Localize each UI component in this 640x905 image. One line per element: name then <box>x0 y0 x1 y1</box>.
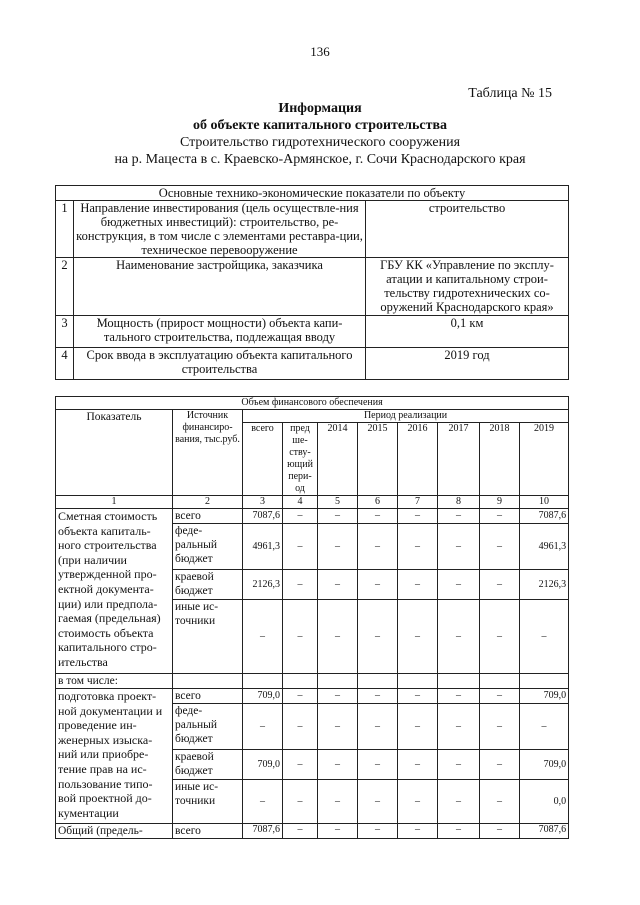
source-cell: всего <box>173 824 243 839</box>
value-cell: – <box>318 600 358 674</box>
col-number: 6 <box>358 496 398 509</box>
value-cell: – <box>318 509 358 524</box>
col-number: 1 <box>56 496 173 509</box>
source-cell: феде-ральный бюджет <box>173 524 243 570</box>
value-cell: – <box>283 509 318 524</box>
empty-cell <box>398 674 438 689</box>
tech-row-value: 0,1 км <box>366 316 569 348</box>
value-cell: – <box>398 780 438 824</box>
value-cell: – <box>398 600 438 674</box>
tech-row-num: 1 <box>56 201 74 258</box>
source-cell: краевой бюджет <box>173 570 243 600</box>
table-row <box>56 496 569 509</box>
value-cell: – <box>283 524 318 570</box>
value-cell: – <box>318 824 358 839</box>
source-cell: феде-ральный бюджет <box>173 704 243 750</box>
title-line-3: Строительство гидротехнического сооружения <box>179 135 461 150</box>
value-cell: – <box>283 570 318 600</box>
value-cell: 7087,6 <box>243 509 283 524</box>
value-cell: – <box>520 600 569 674</box>
col-header-year: 2015 <box>358 423 398 496</box>
value-cell: – <box>480 570 520 600</box>
title-line-1: Информация <box>278 101 362 116</box>
empty-cell <box>358 674 398 689</box>
value-cell: – <box>480 824 520 839</box>
value-cell: 709,0 <box>243 750 283 780</box>
empty-cell <box>173 674 243 689</box>
value-cell: – <box>438 704 480 750</box>
value-cell: – <box>358 524 398 570</box>
table-row <box>56 689 569 704</box>
value-cell: – <box>398 704 438 750</box>
value-cell: – <box>318 689 358 704</box>
col-number: 7 <box>398 496 438 509</box>
value-cell: – <box>520 704 569 750</box>
tech-row-num: 4 <box>56 348 74 380</box>
value-cell: 709,0 <box>520 750 569 780</box>
tech-table-header: Основные технико-экономические показатели по объекту <box>56 186 569 201</box>
col-header-year: 2016 <box>398 423 438 496</box>
empty-cell <box>318 674 358 689</box>
source-cell: всего <box>173 689 243 704</box>
table-row <box>56 674 569 689</box>
value-cell: – <box>398 750 438 780</box>
value-cell: – <box>358 780 398 824</box>
value-cell: – <box>480 704 520 750</box>
indicator-cell: Общий (предель- <box>56 824 173 839</box>
value-cell: – <box>438 570 480 600</box>
including-label: в том числе: <box>56 674 173 689</box>
table-row <box>56 397 569 410</box>
value-cell: – <box>318 570 358 600</box>
value-cell: – <box>438 689 480 704</box>
value-cell: – <box>243 600 283 674</box>
value-cell: – <box>398 509 438 524</box>
empty-cell <box>283 674 318 689</box>
tech-row-label: Наименование застройщика, заказчика <box>74 258 366 316</box>
col-header-period: Период реализации <box>243 410 569 423</box>
indicator-cell: Сметная стоимость объекта капиталь-ного строительства (при наличии утвержденной про-ектной документа-ции) или предпола-гаемая (предельная) стоимость объекта капитального стро-ительства <box>56 509 173 674</box>
value-cell: – <box>358 600 398 674</box>
empty-cell <box>438 674 480 689</box>
col-header-previous-period: пред ше-ству-ющий пери-од <box>283 423 318 496</box>
value-cell: 709,0 <box>520 689 569 704</box>
title-line-4: на р. Мацеста в с. Краевско-Армянское, г. Сочи Краснодарского края <box>114 152 526 167</box>
value-cell: – <box>438 780 480 824</box>
table-label: Таблица № 15 <box>468 86 552 101</box>
title-line-2: об объекте капитального строительства <box>192 118 448 133</box>
tech-economic-table <box>55 185 569 380</box>
value-cell: – <box>480 689 520 704</box>
value-cell: 709,0 <box>243 689 283 704</box>
col-header-year: 2019 <box>520 423 569 496</box>
col-number: 4 <box>283 496 318 509</box>
col-number: 2 <box>173 496 243 509</box>
col-number: 9 <box>480 496 520 509</box>
value-cell: – <box>358 509 398 524</box>
tech-row-label: Срок ввода в эксплуатацию объекта капитального строительства <box>74 348 366 380</box>
value-cell: – <box>480 750 520 780</box>
value-cell: – <box>283 704 318 750</box>
col-header-year: 2017 <box>438 423 480 496</box>
value-cell: 2126,3 <box>520 570 569 600</box>
source-cell: краевой бюджет <box>173 750 243 780</box>
col-header-source: Источник финансиро-вания, тыс.руб. <box>173 410 243 496</box>
value-cell: – <box>438 524 480 570</box>
value-cell: 7087,6 <box>520 509 569 524</box>
value-cell: – <box>283 689 318 704</box>
source-cell: иные ис-точники <box>173 600 243 674</box>
value-cell: – <box>283 824 318 839</box>
value-cell: – <box>283 750 318 780</box>
value-cell: – <box>318 704 358 750</box>
value-cell: – <box>480 524 520 570</box>
value-cell: – <box>243 780 283 824</box>
value-cell: – <box>398 524 438 570</box>
tech-row-value: ГБУ КК «Управление по эксплу-атации и капитальному строи-тельству гидротехнических со-оружений Краснодарского края» <box>366 258 569 316</box>
value-cell: – <box>358 704 398 750</box>
tech-row-num: 3 <box>56 316 74 348</box>
col-header-total: всего <box>243 423 283 496</box>
value-cell: 2126,3 <box>243 570 283 600</box>
value-cell: – <box>358 750 398 780</box>
tech-row-value: строительство <box>366 201 569 258</box>
indicator-cell: подготовка проект-ной документации и проведение ин-женерных изыска-ний или приобре-тение прав на ис-пользование типо-вой проектной до-кументации <box>56 689 173 824</box>
financial-table <box>55 396 569 839</box>
col-header-year: 2018 <box>480 423 520 496</box>
document-title <box>0 100 640 168</box>
col-number: 5 <box>318 496 358 509</box>
value-cell: – <box>438 600 480 674</box>
tech-row-value: 2019 год <box>366 348 569 380</box>
value-cell: – <box>398 570 438 600</box>
value-cell: – <box>283 600 318 674</box>
value-cell: – <box>438 509 480 524</box>
col-number: 10 <box>520 496 569 509</box>
value-cell: – <box>318 524 358 570</box>
col-header-year: 2014 <box>318 423 358 496</box>
source-cell: всего <box>173 509 243 524</box>
col-header-indicator: Показатель <box>56 410 173 496</box>
value-cell: – <box>438 750 480 780</box>
value-cell: – <box>480 509 520 524</box>
value-cell: 4961,3 <box>243 524 283 570</box>
value-cell: – <box>243 704 283 750</box>
value-cell: 7087,6 <box>520 824 569 839</box>
col-number: 3 <box>243 496 283 509</box>
value-cell: – <box>480 780 520 824</box>
table-row <box>56 509 569 524</box>
value-cell: – <box>480 600 520 674</box>
table-row <box>56 824 569 839</box>
value-cell: – <box>358 824 398 839</box>
value-cell: 7087,6 <box>243 824 283 839</box>
value-cell: – <box>283 780 318 824</box>
col-number: 8 <box>438 496 480 509</box>
tech-row-num: 2 <box>56 258 74 316</box>
value-cell: 4961,3 <box>520 524 569 570</box>
value-cell: – <box>318 750 358 780</box>
value-cell: – <box>398 824 438 839</box>
source-cell: иные ис-точники <box>173 780 243 824</box>
empty-cell <box>480 674 520 689</box>
tech-row-label: Направление инвестирования (цель осуществле-ния бюджетных инвестиций): строительство, ре-конструкция, в том числе с элементами реставра-ции, техническое перевооружение <box>74 201 366 258</box>
empty-cell <box>520 674 569 689</box>
empty-cell <box>243 674 283 689</box>
tech-row-label: Мощность (прирост мощности) объекта капи-тального строительства, подлежащая вводу <box>74 316 366 348</box>
value-cell: 0,0 <box>520 780 569 824</box>
value-cell: – <box>358 689 398 704</box>
page-number: 136 <box>310 44 330 59</box>
table-row <box>56 410 569 423</box>
value-cell: – <box>358 570 398 600</box>
value-cell: – <box>318 780 358 824</box>
fin-table-title: Объем финансового обеспечения <box>56 397 569 410</box>
value-cell: – <box>438 824 480 839</box>
value-cell: – <box>398 689 438 704</box>
